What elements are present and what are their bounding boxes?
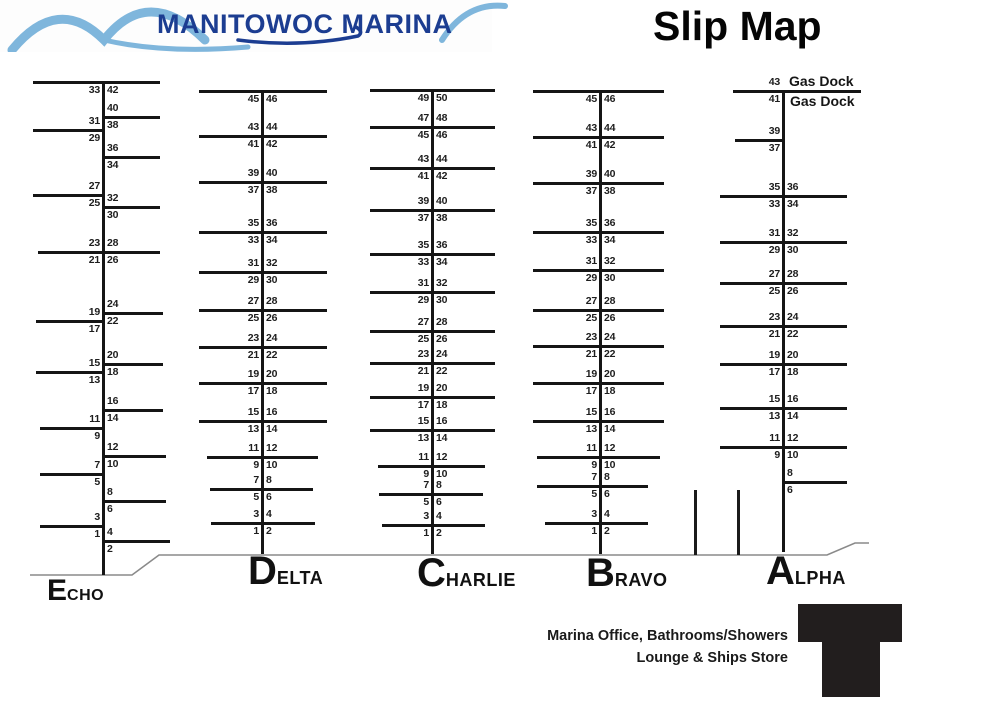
pier-line xyxy=(370,291,495,294)
slip-number: 44 xyxy=(266,121,278,133)
pier-line xyxy=(210,488,313,491)
pier-line xyxy=(211,522,315,525)
pier-line xyxy=(370,167,495,170)
slip-number: 25 xyxy=(247,312,259,324)
pier-line xyxy=(720,241,847,244)
slip-number: 16 xyxy=(266,406,278,418)
slip-number: 46 xyxy=(604,93,616,105)
slip-number: 30 xyxy=(604,272,616,284)
slip-number: 34 xyxy=(436,256,448,268)
slip-number: 38 xyxy=(604,185,616,197)
slip-number: 14 xyxy=(107,412,119,424)
slip-number: 27 xyxy=(88,180,100,192)
slip-number: 25 xyxy=(585,312,597,324)
dock-label-initial: C xyxy=(417,551,446,595)
pier-line xyxy=(533,309,664,312)
slip-number: 19 xyxy=(247,368,259,380)
slip-number: 22 xyxy=(107,315,119,327)
slip-number: 1 xyxy=(591,525,597,537)
pier-line xyxy=(533,231,664,234)
slip-number: 16 xyxy=(787,393,799,405)
office-note xyxy=(420,626,788,670)
slip-number: 18 xyxy=(107,366,119,378)
slip-number: 19 xyxy=(417,382,429,394)
slip-number: 45 xyxy=(417,129,429,141)
slip-number: 22 xyxy=(266,349,278,361)
slip-number: 37 xyxy=(585,185,597,197)
slip-number: 12 xyxy=(436,451,448,463)
slip-number: 31 xyxy=(585,255,597,267)
pier-line xyxy=(199,90,327,93)
slip-number: 5 xyxy=(94,476,100,488)
slip-number: 28 xyxy=(266,295,278,307)
slip-number: 29 xyxy=(417,294,429,306)
slip-number: 22 xyxy=(436,365,448,377)
pier-line xyxy=(378,465,485,468)
slip-number: 1 xyxy=(253,525,259,537)
slip-number: 32 xyxy=(787,227,799,239)
pier-line xyxy=(199,309,327,312)
slip-number: 17 xyxy=(768,366,780,378)
slip-number: 3 xyxy=(423,510,429,522)
office-note-line1: Marina Office, Bathrooms/Showers xyxy=(547,628,788,644)
slip-number: 42 xyxy=(266,138,278,150)
slip-number: 2 xyxy=(107,543,113,555)
pier-line xyxy=(382,524,485,527)
slip-number: 23 xyxy=(585,331,597,343)
dock-label-initial: A xyxy=(766,549,795,593)
slip-number: 24 xyxy=(107,298,119,310)
slip-number: 33 xyxy=(768,198,780,210)
slip-number: 27 xyxy=(768,268,780,280)
slip-number: 24 xyxy=(604,331,616,343)
slip-number: 31 xyxy=(247,257,259,269)
slip-number: 20 xyxy=(604,368,616,380)
slip-number: 29 xyxy=(585,272,597,284)
slip-number: 14 xyxy=(436,432,448,444)
pier-line xyxy=(379,493,483,496)
pier-line xyxy=(720,195,847,198)
pier-line xyxy=(533,420,664,423)
slip-number: 35 xyxy=(768,181,780,193)
slip-number: 48 xyxy=(436,112,448,124)
pier-line xyxy=(370,89,495,92)
dock-label-charlie xyxy=(417,553,516,593)
slip-number: 12 xyxy=(266,442,278,454)
slip-number: 4 xyxy=(436,510,442,522)
pier-line xyxy=(720,282,847,285)
logo-text: MANITOWOC MARINA xyxy=(157,9,453,39)
slip-number: 33 xyxy=(417,256,429,268)
slip-number: 6 xyxy=(266,491,272,503)
slip-number: 36 xyxy=(604,217,616,229)
slip-number: 31 xyxy=(417,277,429,289)
slip-number: 27 xyxy=(417,316,429,328)
pier-line xyxy=(199,382,327,385)
dock-label-initial: E xyxy=(47,574,68,607)
slip-number: 16 xyxy=(436,415,448,427)
slip-number: 21 xyxy=(585,348,597,360)
small-pier xyxy=(737,490,740,555)
office-note-line2: Lounge & Ships Store xyxy=(636,649,788,666)
slip-number: 43 xyxy=(247,121,259,133)
pier-line xyxy=(533,90,664,93)
pier-line xyxy=(720,446,847,449)
slip-number: 29 xyxy=(768,244,780,256)
slip-number: 27 xyxy=(247,295,259,307)
dock-label-bravo xyxy=(586,553,668,593)
slip-number: 4 xyxy=(266,508,272,520)
slip-number: 29 xyxy=(247,274,259,286)
slip-number: 2 xyxy=(266,525,272,537)
slip-number: 37 xyxy=(247,184,259,196)
slip-number: 46 xyxy=(436,129,448,141)
slip-number: 34 xyxy=(787,198,799,210)
slip-number: 50 xyxy=(436,92,448,104)
slip-number: 21 xyxy=(768,328,780,340)
slip-number: 26 xyxy=(107,254,119,266)
slip-number: 31 xyxy=(768,227,780,239)
slip-number: 7 xyxy=(423,479,429,491)
slip-number: 35 xyxy=(585,217,597,229)
pier-line xyxy=(370,330,495,333)
slip-number: 21 xyxy=(88,254,100,266)
dock-label-alpha xyxy=(766,551,846,591)
slip-number: 6 xyxy=(787,484,793,496)
slip-number: 7 xyxy=(253,474,259,486)
small-pier xyxy=(694,490,697,555)
slip-number: 1 xyxy=(423,527,429,539)
slip-number: 13 xyxy=(247,423,259,435)
slip-number: 22 xyxy=(604,348,616,360)
slip-number: 25 xyxy=(88,197,100,209)
slip-number: 21 xyxy=(417,365,429,377)
slip-number: 43 xyxy=(585,122,597,134)
slip-number: 20 xyxy=(787,349,799,361)
slip-number: 10 xyxy=(604,459,616,471)
gas-dock-label-upper: Gas Dock xyxy=(789,73,854,89)
slip-number: 33 xyxy=(247,234,259,246)
slip-number: 30 xyxy=(107,209,119,221)
slip-number: 19 xyxy=(88,306,100,318)
slip-number: 18 xyxy=(266,385,278,397)
slip-number: 5 xyxy=(591,488,597,500)
slip-number: 32 xyxy=(604,255,616,267)
pier-line xyxy=(199,420,327,423)
slip-number: 34 xyxy=(107,159,119,171)
slip-number: 39 xyxy=(585,168,597,180)
slip-number: 20 xyxy=(107,349,119,361)
pier-line xyxy=(533,136,664,139)
pier-line xyxy=(537,456,660,459)
slip-number: 31 xyxy=(88,115,100,127)
slip-number: 26 xyxy=(787,285,799,297)
slip-number: 43 xyxy=(768,76,780,88)
slip-number: 20 xyxy=(436,382,448,394)
slip-number: 22 xyxy=(787,328,799,340)
dock-label-delta xyxy=(248,551,323,591)
pier-line xyxy=(370,253,495,256)
slip-number: 36 xyxy=(266,217,278,229)
slip-number: 15 xyxy=(768,393,780,405)
slip-number: 33 xyxy=(88,84,100,96)
slip-number: 38 xyxy=(107,119,119,131)
slip-number: 14 xyxy=(266,423,278,435)
slip-number: 28 xyxy=(604,295,616,307)
slip-number: 36 xyxy=(787,181,799,193)
slip-number: 7 xyxy=(591,471,597,483)
slip-number: 38 xyxy=(436,212,448,224)
slip-number: 11 xyxy=(769,432,780,444)
slip-number: 47 xyxy=(417,112,429,124)
pier-line xyxy=(533,182,664,185)
slip-number: 12 xyxy=(787,432,799,444)
slip-number: 40 xyxy=(436,195,448,207)
slip-number: 11 xyxy=(586,442,597,454)
slip-number: 27 xyxy=(585,295,597,307)
slip-number: 13 xyxy=(585,423,597,435)
slip-number: 10 xyxy=(266,459,278,471)
slip-number: 41 xyxy=(247,138,259,150)
slip-number: 41 xyxy=(585,139,597,151)
pier-line xyxy=(199,135,327,138)
slip-number: 26 xyxy=(266,312,278,324)
slip-number: 4 xyxy=(107,526,113,538)
slip-number: 43 xyxy=(417,153,429,165)
slip-number: 14 xyxy=(787,410,799,422)
slip-number: 10 xyxy=(107,458,119,470)
gas-dock-label-lower: Gas Dock xyxy=(790,93,855,109)
slip-number: 21 xyxy=(247,349,259,361)
slip-number: 17 xyxy=(585,385,597,397)
slip-number: 26 xyxy=(436,333,448,345)
slip-number: 45 xyxy=(585,93,597,105)
slip-number: 30 xyxy=(787,244,799,256)
pier-line xyxy=(533,269,664,272)
slip-number: 23 xyxy=(247,332,259,344)
slip-number: 13 xyxy=(88,374,100,386)
dock-label-echo xyxy=(47,576,104,606)
slip-number: 39 xyxy=(417,195,429,207)
pier-line xyxy=(199,231,327,234)
slip-number: 17 xyxy=(88,323,100,335)
slip-number: 9 xyxy=(94,430,100,442)
pier-line xyxy=(370,429,495,432)
dock-charlie-walkway xyxy=(431,90,434,554)
slip-number: 8 xyxy=(107,486,113,498)
pier-line xyxy=(199,271,327,274)
slip-number: 4 xyxy=(604,508,610,520)
slip-number: 49 xyxy=(417,92,429,104)
dock-label-rest: ELTA xyxy=(276,568,324,588)
pier-line xyxy=(720,325,847,328)
slip-number: 5 xyxy=(253,491,259,503)
pier-line xyxy=(207,456,318,459)
slip-number: 7 xyxy=(94,459,100,471)
slip-number: 37 xyxy=(417,212,429,224)
slip-number: 24 xyxy=(436,348,448,360)
slip-number: 30 xyxy=(436,294,448,306)
slip-number: 32 xyxy=(436,277,448,289)
slip-number: 35 xyxy=(247,217,259,229)
slip-number: 3 xyxy=(591,508,597,520)
page-title: Slip Map xyxy=(653,3,822,49)
slip-number: 8 xyxy=(436,479,442,491)
pier-line xyxy=(370,209,495,212)
slip-number: 19 xyxy=(585,368,597,380)
slip-number: 24 xyxy=(266,332,278,344)
slip-number: 6 xyxy=(604,488,610,500)
slip-number: 41 xyxy=(768,93,780,105)
dock-label-rest: LPHA xyxy=(794,568,846,588)
slip-number: 38 xyxy=(266,184,278,196)
slip-number: 45 xyxy=(247,93,259,105)
slip-number: 18 xyxy=(787,366,799,378)
slip-number: 33 xyxy=(585,234,597,246)
slip-number: 37 xyxy=(768,142,780,154)
dock-label-rest: HARLIE xyxy=(445,570,516,590)
slip-number: 10 xyxy=(787,449,799,461)
slip-number: 36 xyxy=(107,142,119,154)
slip-number: 13 xyxy=(417,432,429,444)
slip-number: 6 xyxy=(107,503,113,515)
slip-number: 29 xyxy=(88,132,100,144)
pier-line xyxy=(370,362,495,365)
slip-number: 36 xyxy=(436,239,448,251)
slip-number: 9 xyxy=(774,449,780,461)
pier-line xyxy=(533,345,664,348)
slip-number: 11 xyxy=(418,451,429,463)
slip-number: 40 xyxy=(107,102,119,114)
slip-number: 15 xyxy=(247,406,259,418)
pier-line xyxy=(533,382,664,385)
slip-number: 8 xyxy=(604,471,610,483)
slip-number: 46 xyxy=(266,93,278,105)
slip-number: 3 xyxy=(253,508,259,520)
slip-number: 23 xyxy=(768,311,780,323)
slip-number: 10 xyxy=(436,468,448,480)
slip-number: 14 xyxy=(604,423,616,435)
slip-number: 2 xyxy=(436,527,442,539)
slip-number: 11 xyxy=(248,442,259,454)
building-base xyxy=(822,642,880,697)
pier-line xyxy=(370,396,495,399)
slip-number: 9 xyxy=(253,459,259,471)
slip-number: 19 xyxy=(768,349,780,361)
slip-number: 16 xyxy=(604,406,616,418)
slip-number: 1 xyxy=(94,528,100,540)
slip-number: 17 xyxy=(247,385,259,397)
pier-line xyxy=(720,363,847,366)
slip-number: 35 xyxy=(417,239,429,251)
slip-number: 28 xyxy=(107,237,119,249)
slip-number: 44 xyxy=(436,153,448,165)
dock-label-initial: B xyxy=(586,551,615,595)
slip-number: 8 xyxy=(266,474,272,486)
slip-number: 5 xyxy=(423,496,429,508)
dock-label-initial: D xyxy=(248,549,277,593)
dock-label-rest: RAVO xyxy=(614,570,668,590)
building-top xyxy=(798,604,902,642)
slip-number: 26 xyxy=(604,312,616,324)
slip-number: 2 xyxy=(604,525,610,537)
slip-number: 8 xyxy=(787,467,793,479)
slip-number: 3 xyxy=(94,511,100,523)
pier-line xyxy=(370,126,495,129)
slip-number: 24 xyxy=(787,311,799,323)
slip-number: 42 xyxy=(436,170,448,182)
slip-number: 28 xyxy=(787,268,799,280)
slip-number: 32 xyxy=(107,192,119,204)
slip-number: 9 xyxy=(423,468,429,480)
slip-number: 44 xyxy=(604,122,616,134)
slip-number: 16 xyxy=(107,395,119,407)
slip-number: 12 xyxy=(604,442,616,454)
slip-number: 42 xyxy=(604,139,616,151)
slip-number: 9 xyxy=(591,459,597,471)
slip-number: 34 xyxy=(604,234,616,246)
slip-number: 25 xyxy=(768,285,780,297)
slip-number: 25 xyxy=(417,333,429,345)
slip-number: 23 xyxy=(88,237,100,249)
slip-number: 30 xyxy=(266,274,278,286)
slip-number: 18 xyxy=(604,385,616,397)
slip-number: 40 xyxy=(604,168,616,180)
dock-label-rest: CHO xyxy=(67,587,105,604)
slip-number: 40 xyxy=(266,167,278,179)
slip-number: 28 xyxy=(436,316,448,328)
slip-number: 15 xyxy=(417,415,429,427)
slip-number: 41 xyxy=(417,170,429,182)
slip-number: 32 xyxy=(266,257,278,269)
slip-number: 11 xyxy=(89,413,100,425)
slip-number: 20 xyxy=(266,368,278,380)
slip-number: 42 xyxy=(107,84,119,96)
pier-line xyxy=(199,346,327,349)
pier-line xyxy=(720,407,847,410)
slip-number: 18 xyxy=(436,399,448,411)
slip-number: 15 xyxy=(585,406,597,418)
slip-number: 39 xyxy=(247,167,259,179)
slip-number: 13 xyxy=(768,410,780,422)
pier-line xyxy=(199,181,327,184)
slip-number: 39 xyxy=(768,125,780,137)
slip-number: 15 xyxy=(88,357,100,369)
dock-delta-walkway xyxy=(261,91,264,554)
slip-number: 6 xyxy=(436,496,442,508)
slip-number: 23 xyxy=(417,348,429,360)
slip-number: 34 xyxy=(266,234,278,246)
slip-number: 12 xyxy=(107,441,119,453)
slip-number: 17 xyxy=(417,399,429,411)
